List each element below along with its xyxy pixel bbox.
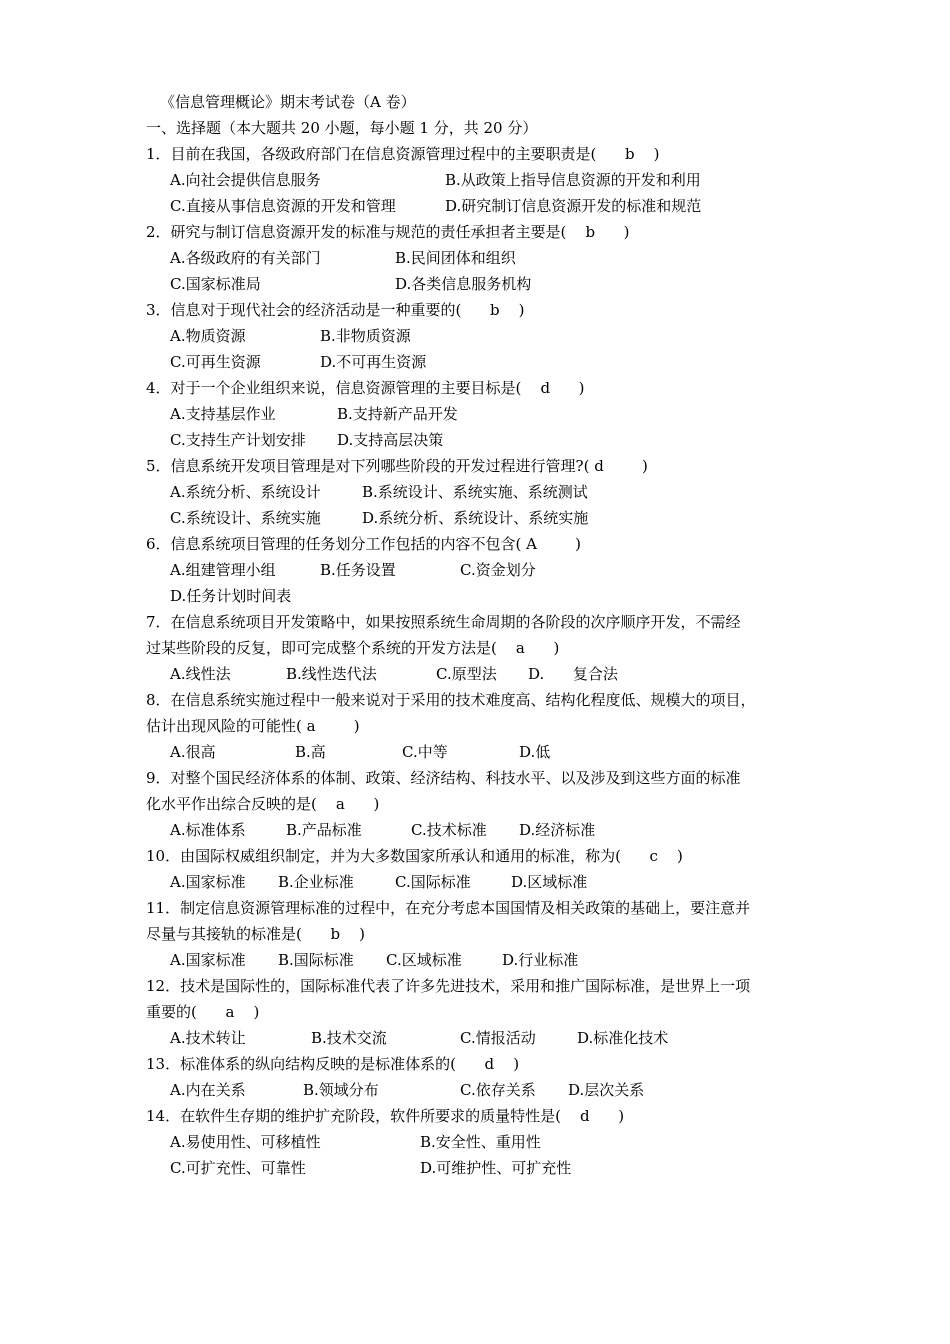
question-line: D.层次关系	[568, 1081, 645, 1099]
question-line: C.依存关系	[460, 1081, 536, 1099]
question-line: C.国家标准局	[170, 275, 261, 293]
question-line: B.任务设置	[320, 561, 396, 579]
question-line: D.不可再生资源	[320, 353, 427, 371]
question-line: D.低	[519, 743, 551, 761]
question-line: 5．信息系统开发项目管理是对下列哪些阶段的开发过程进行管理?( d )	[146, 457, 648, 475]
question-line: C.中等	[402, 743, 448, 761]
question-line: B.国际标准	[278, 951, 354, 969]
question-line: D.行业标准	[502, 951, 579, 969]
question-line: B.支持新产品开发	[337, 405, 458, 423]
question-line: 尽量与其接轨的标准是( b )	[146, 925, 365, 943]
question-line: 7．在信息系统项目开发策略中，如果按照系统生命周期的各阶段的次序顺序开发，不需经	[146, 613, 741, 631]
question-line: D.可维护性、可扩充性	[420, 1159, 572, 1177]
question-line: B.系统设计、系统实施、系统测试	[362, 483, 588, 501]
question-line: B.民间团体和组织	[395, 249, 516, 267]
question-line: A.易使用性、可移植性	[170, 1133, 321, 1151]
question-line: A.内在关系	[170, 1081, 246, 1099]
question-line: C.原型法	[436, 665, 497, 683]
question-line: D.研究制订信息资源开发的标准和规范	[445, 197, 702, 215]
question-line: D. 复合法	[528, 665, 618, 683]
question-line: A.技术转让	[170, 1029, 246, 1047]
question-line: B.非物质资源	[320, 327, 411, 345]
question-line: A.很高	[170, 743, 216, 761]
question-line: 重要的( a )	[146, 1003, 260, 1021]
question-line: 8．在信息系统实施过程中一般来说对于采用的技术难度高、结构化程度低、规模大的项目，	[146, 691, 756, 709]
question-line: 12．技术是国际性的，国际标准代表了许多先进技术，采用和推广国际标准，是世界上一项	[146, 977, 751, 995]
question-line: B.领域分布	[303, 1081, 379, 1099]
question-line: C.可再生资源	[170, 353, 261, 371]
question-line: D.经济标准	[519, 821, 596, 839]
question-line: A.各级政府的有关部门	[170, 249, 321, 267]
question-line: 2．研究与制订信息资源开发的标准与规范的责任承担者主要是( b )	[146, 223, 630, 241]
question-line: C.系统设计、系统实施	[170, 509, 321, 527]
question-line: 11．制定信息资源管理标准的过程中，在充分考虑本国国情及相关政策的基础上，要注意并	[146, 899, 751, 917]
question-line: 4．对于一个企业组织来说，信息资源管理的主要目标是( d )	[146, 379, 585, 397]
question-line: A.标准体系	[170, 821, 246, 839]
question-line: A.线性法	[170, 665, 231, 683]
question-line: 化水平作出综合反映的是( a )	[146, 795, 380, 813]
question-line: C.情报活动	[460, 1029, 536, 1047]
question-line: D.任务计划时间表	[170, 587, 292, 605]
question-line: A.向社会提供信息服务	[170, 171, 321, 189]
question-line: A.组建管理小组	[170, 561, 276, 579]
question-line: B.线性迭代法	[286, 665, 377, 683]
question-line: C.资金划分	[460, 561, 536, 579]
question-line: C.技术标准	[411, 821, 487, 839]
question-line: D.系统分析、系统设计、系统实施	[362, 509, 589, 527]
question-line: A.支持基层作业	[170, 405, 276, 423]
question-line: C.国际标准	[395, 873, 471, 891]
question-line: B.从政策上指导信息资源的开发和利用	[445, 171, 701, 189]
question-line: 13．标准体系的纵向结构反映的是标准体系的( d )	[146, 1055, 520, 1073]
question-line: 估计出现风险的可能性( a )	[146, 717, 360, 735]
section-heading: 一、选择题（本大题共 20 小题，每小题 1 分，共 20 分）	[146, 119, 538, 137]
question-line: D.各类信息服务机构	[395, 275, 532, 293]
exam-title: 《信息管理概论》期末考试卷（A 卷）	[160, 93, 416, 111]
question-line: C.直接从事信息资源的开发和管理	[170, 197, 396, 215]
question-line: A.国家标准	[170, 951, 246, 969]
question-line: D.支持高层决策	[337, 431, 444, 449]
question-line: 1．目前在我国，各级政府部门在信息资源管理过程中的主要职责是( b )	[146, 145, 660, 163]
question-line: C.支持生产计划安排	[170, 431, 306, 449]
question-line: B.安全性、重用性	[420, 1133, 541, 1151]
question-line: D.区域标准	[511, 873, 588, 891]
question-line: 3．信息对于现代社会的经济活动是一种重要的( b )	[146, 301, 525, 319]
question-line: B.技术交流	[311, 1029, 387, 1047]
question-line: B.产品标准	[286, 821, 362, 839]
question-line: 10．由国际权威组织制定，并为大多数国家所承认和通用的标准，称为( c )	[146, 847, 683, 865]
question-line: 14．在软件生存期的维护扩充阶段，软件所要求的质量特性是( d )	[146, 1107, 625, 1125]
question-line: C.区域标准	[386, 951, 462, 969]
question-line: D.标准化技术	[577, 1029, 669, 1047]
question-line: 9．对整个国民经济体系的体制、政策、经济结构、科技水平、以及涉及到这些方面的标准	[146, 769, 741, 787]
question-line: B.企业标准	[278, 873, 354, 891]
question-line: B.高	[295, 743, 326, 761]
question-line: 6．信息系统项目管理的任务划分工作包括的内容不包含( A )	[146, 535, 581, 553]
question-line: A.系统分析、系统设计	[170, 483, 321, 501]
question-line: A.国家标准	[170, 873, 246, 891]
question-line: 过某些阶段的反复，即可完成整个系统的开发方法是( a )	[146, 639, 560, 657]
question-line: C.可扩充性、可靠性	[170, 1159, 306, 1177]
question-line: A.物质资源	[170, 327, 246, 345]
